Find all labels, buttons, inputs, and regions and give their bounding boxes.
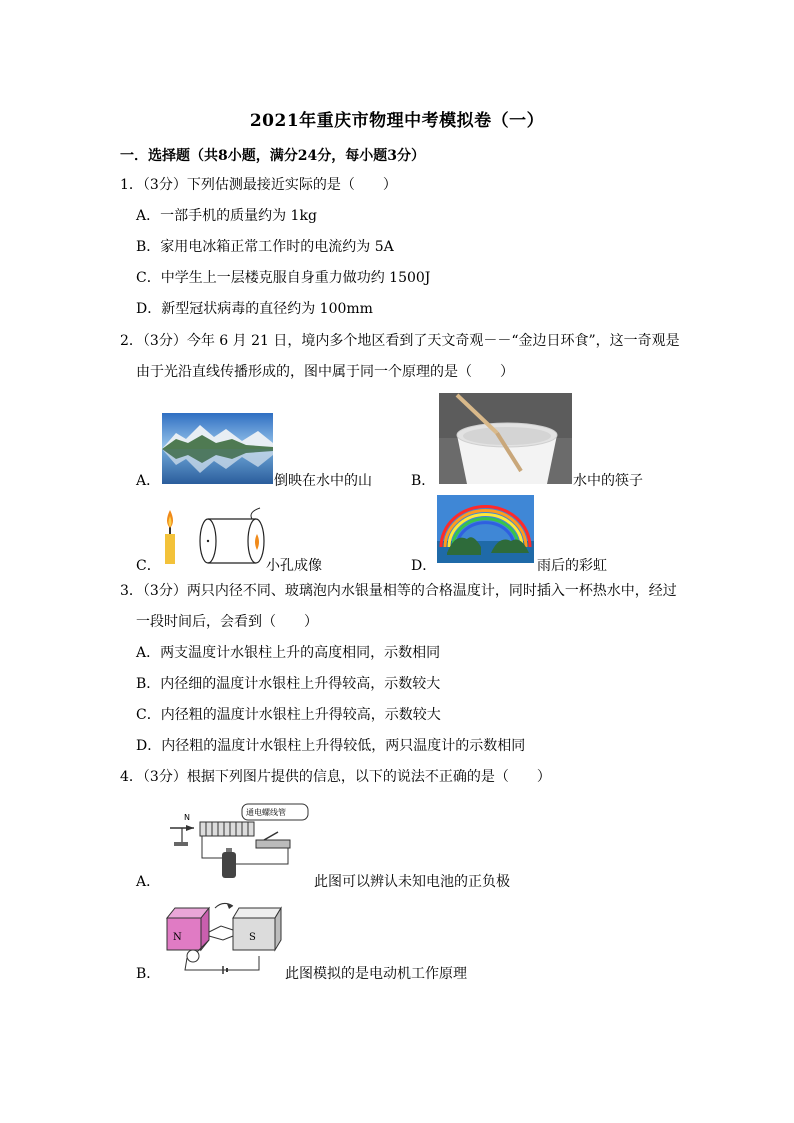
question-2-option-a-label: A． xyxy=(136,473,161,489)
question-2-option-d-label: D． xyxy=(411,558,437,574)
question-4-stem: 4．（3分）根据下列图片提供的信息，以下的说法不正确的是（ ） xyxy=(120,769,551,785)
question-1-option-c: C．中学生上一层楼克服自身重力做功约 1500J xyxy=(136,270,431,286)
question-1-stem: 1．（3分）下列估测最接近实际的是（ ） xyxy=(120,177,397,193)
motor-model-image xyxy=(163,896,283,978)
question-2-option-d-caption: 雨后的彩虹 xyxy=(537,558,607,574)
question-3-stem-line1: 3．（3分）两只内径不同、玻璃泡内水银量相等的合格温度计，同时插入一杯热水中，经过 xyxy=(120,583,677,599)
page-title: 2021年重庆市物理中考模拟卷（一） xyxy=(249,111,545,131)
solenoid-circuit-image xyxy=(160,800,310,884)
question-2-stem-line1: 2．（3分）今年 6 月 21 日，境内多个地区看到了天文奇观－－“金边日环食”，这一奇观是 xyxy=(120,333,680,349)
magnet-n-label: N xyxy=(173,932,182,943)
question-2-option-b-caption: 水中的筷子 xyxy=(573,473,643,489)
compass-n-label: N xyxy=(184,813,190,822)
question-2-option-b-label: B． xyxy=(411,473,436,489)
question-3-option-b: B．内径细的温度计水银柱上升得较高，示数较大 xyxy=(136,676,441,692)
section-heading: 一．选择题（共8小题，满分24分，每小题3分） xyxy=(120,148,425,164)
question-4-option-b-label: B． xyxy=(136,966,161,982)
question-3-option-c: C．内径粗的温度计水银柱上升得较高，示数较大 xyxy=(136,707,441,723)
question-4-option-a-caption: 此图可以辨认未知电池的正负极 xyxy=(314,874,510,890)
question-3-option-d: D．内径粗的温度计水银柱上升得较低，两只温度计的示数相同 xyxy=(136,738,526,754)
question-1-option-b: B．家用电冰箱正常工作时的电流约为 5A xyxy=(136,239,394,255)
question-1-option-a: A．一部手机的质量约为 1kg xyxy=(136,208,317,224)
question-4-option-a-label: A． xyxy=(136,874,161,890)
pinhole-camera-image xyxy=(160,498,272,572)
magnet-s-label: S xyxy=(249,932,256,943)
question-2-stem-line2: 由于光沿直线传播形成的，图中属于同一个原理的是（ ） xyxy=(136,364,514,380)
question-3-option-a: A．两支温度计水银柱上升的高度相同，示数相同 xyxy=(136,645,441,661)
chopstick-in-cup-image xyxy=(439,393,572,484)
question-2-option-c-label: C． xyxy=(136,558,161,574)
question-4-option-b-caption: 此图模拟的是电动机工作原理 xyxy=(285,966,467,982)
solenoid-tag-text: 通电螺线管 xyxy=(246,808,286,817)
question-2-option-c-caption: 小孔成像 xyxy=(266,558,322,574)
rainbow-image xyxy=(437,495,534,563)
question-2-option-a-caption: 倒映在水中的山 xyxy=(274,473,372,489)
mountain-reflection-image xyxy=(162,413,273,484)
question-3-stem-line2: 一段时间后，会看到（ ） xyxy=(136,614,318,630)
question-1-option-d: D．新型冠状病毒的直径约为 100mm xyxy=(136,301,373,317)
